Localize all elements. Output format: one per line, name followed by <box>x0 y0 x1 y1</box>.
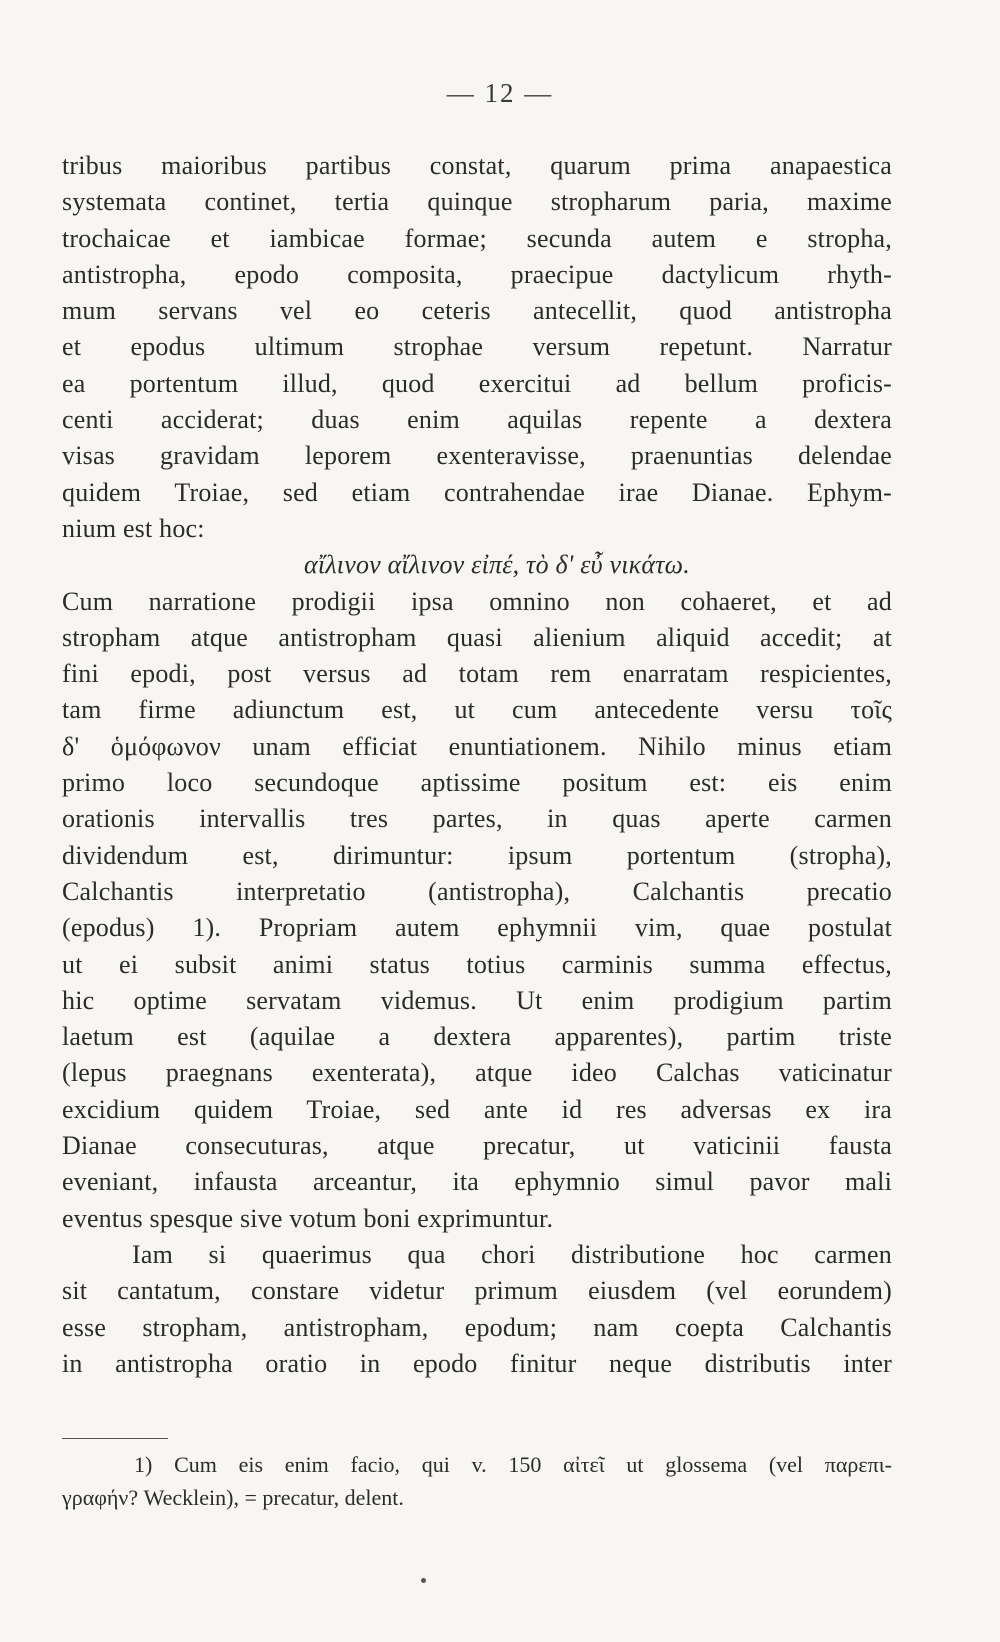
text-line: Calchantis interpretatio (antistropha), Calchantis precatio <box>62 876 892 906</box>
text-line: laetum est (aquilae a dextera apparentes), partim triste <box>62 1022 892 1052</box>
text-line: mum servans vel eo ceteris antecellit, quod antistropha <box>62 296 892 326</box>
text-line: tribus maioribus partibus constat, quarum prima anapaestica <box>62 151 892 180</box>
footnote-line: 1) Cum eis enim facio, qui v. 150 αἰτεῖ ut glossema (vel παρεπι- <box>134 1452 892 1477</box>
text-line: trochaicae et iambicae formae; secunda autem e stropha, <box>62 223 892 253</box>
text-line: (lepus praegnans exenterata), atque ideo Calchas vaticinatur <box>62 1058 892 1088</box>
body-text <box>62 148 892 1382</box>
ephymnium-quote: αἴλινον αἴλινον εἰπέ, τὸ δ' εὖ νικάτω. <box>304 550 690 580</box>
text-line: (epodus) 1). Propriam autem ephymnii vim, quae postulat <box>62 913 892 943</box>
text-line: eventus spesque sive votum boni exprimuntur. <box>62 1203 554 1233</box>
text-line: primo loco secundoque aptissime positum est: eis enim <box>62 768 892 798</box>
text-line: in antistropha oratio in epodo finitur neque distributis inter <box>62 1348 892 1378</box>
text-line: orationis intervallis tres partes, in quas aperte carmen <box>62 804 892 834</box>
text-line: centi acciderat; duas enim aquilas repente a dextera <box>62 405 892 435</box>
footnote-divider <box>62 1438 168 1439</box>
paragraph-start-line: Iam si quaerimus qua chori distributione hoc carmen <box>132 1239 892 1269</box>
text-line: dividendum est, dirimuntur: ipsum portentum (stropha), <box>62 840 892 870</box>
text-line: systemata continet, tertia quinque stropharum paria, maxime <box>62 187 892 217</box>
text-line: eveniant, infausta arceantur, ita ephymnio simul pavor mali <box>62 1167 892 1197</box>
footnotes <box>62 1448 892 1514</box>
text-line: Dianae consecuturas, atque precatur, ut vaticinii fausta <box>62 1131 892 1161</box>
text-line: stropham atque antistropham quasi alienium aliquid accedit; at <box>62 622 892 652</box>
page-number: — 12 — <box>446 78 554 108</box>
text-line: tam firme adiunctum est, ut cum antecedente versu τοῖς <box>62 695 892 725</box>
text-line: ea portentum illud, quod exercitui ad bellum proficis- <box>62 368 892 398</box>
text-line: quidem Troiae, sed etiam contrahendae irae Dianae. Ephym- <box>62 477 892 507</box>
text-line: fini epodi, post versus ad totam rem enarratam respicientes, <box>62 659 892 689</box>
text-line: Cum narratione prodigii ipsa omnino non cohaeret, et ad <box>62 586 892 616</box>
text-line: ut ei subsit animi status totius carminis summa effectus, <box>62 949 892 979</box>
text-line: nium est hoc: <box>62 513 205 543</box>
text-line: antistropha, epodo composita, praecipue dactylicum rhyth- <box>62 259 892 289</box>
ink-dot <box>421 1578 426 1583</box>
text-line: δ' ὁμόφωνον unam efficiat enuntiationem. Nihilo minus etiam <box>62 731 892 761</box>
text-line: et epodus ultimum strophae versum repetunt. Narratur <box>62 332 892 362</box>
text-line: sit cantatum, constare videtur primum eiusdem (vel eorundem) <box>62 1276 892 1306</box>
text-line: esse stropham, antistropham, epodum; nam coepta Calchantis <box>62 1312 892 1342</box>
text-line: excidium quidem Troiae, sed ante id res adversas ex ira <box>62 1094 892 1124</box>
text-line: visas gravidam leporem exenteravisse, praenuntias delendae <box>62 441 892 471</box>
text-line: hic optime servatam videmus. Ut enim prodigium partim <box>62 985 892 1015</box>
footnote-line: γραφήν? Wecklein), = precatur, delent. <box>62 1485 404 1510</box>
